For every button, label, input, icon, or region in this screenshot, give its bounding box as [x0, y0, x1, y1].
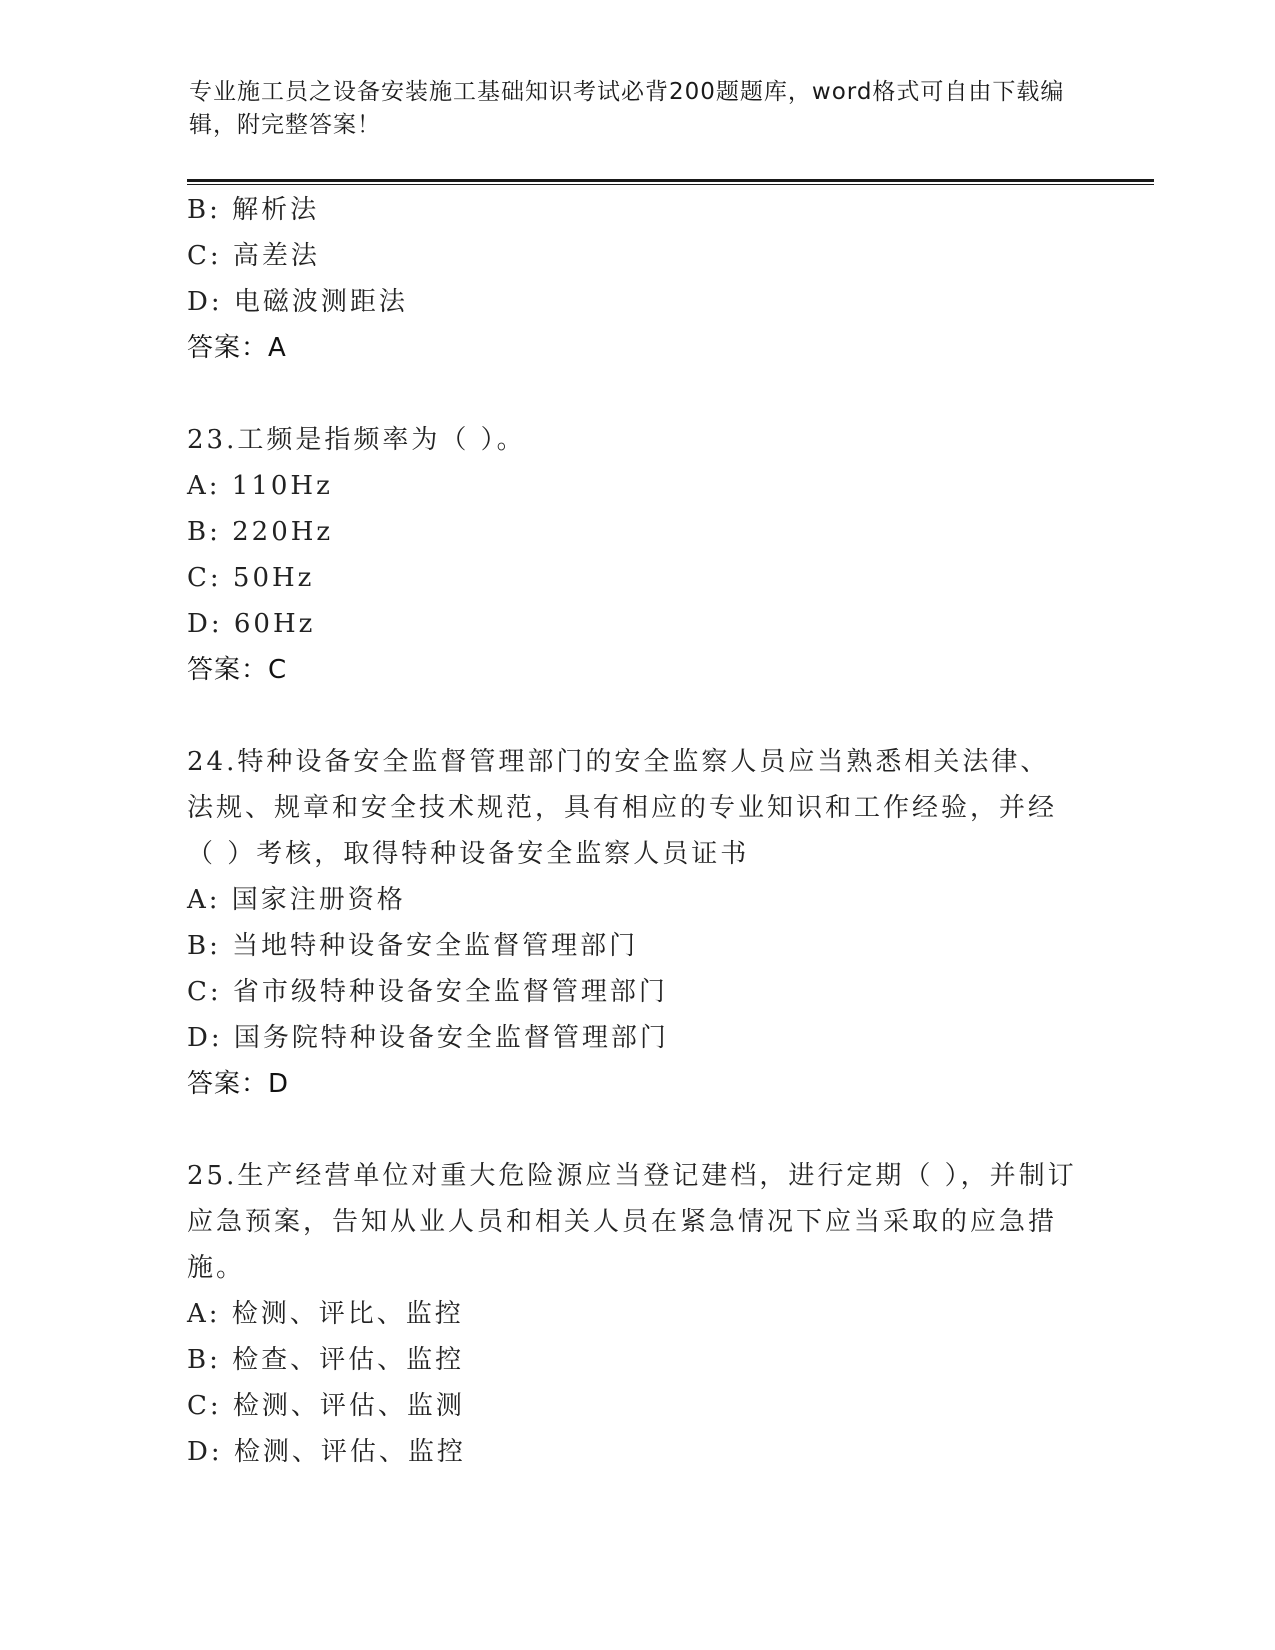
page-header: 专业施工员之设备安装施工基础知识考试必背200题题库，word格式可自由下载编辑，附完整答案！: [189, 79, 1065, 138]
option-c: C: 省市级特种设备安全监督管理部门: [187, 977, 668, 1007]
option-a: A: 检测、评比、监控: [187, 1299, 464, 1329]
option-b: B: 220Hz: [187, 517, 334, 547]
spacer: [187, 693, 1077, 739]
question-content: [187, 187, 1077, 1475]
answer-line: 答案：D: [187, 1069, 290, 1099]
option-d: D: 国务院特种设备安全监督管理部门: [187, 1023, 669, 1053]
option-a: A: 110Hz: [187, 471, 333, 501]
spacer: [187, 371, 1077, 417]
option-c: C: 检测、评估、监测: [187, 1391, 465, 1421]
spacer: [187, 1107, 1077, 1153]
answer-line: 答案：C: [187, 655, 288, 685]
option-d: D: 检测、评估、监控: [187, 1437, 466, 1467]
header-rule-thin: [187, 184, 1154, 185]
option-d: D: 60Hz: [187, 609, 316, 639]
question-stem: 25.生产经营单位对重大危险源应当登记建档，进行定期（ ），并制订应急预案，告知从业人员和相关人员在紧急情况下应当采取的应急措施。: [187, 1161, 1077, 1283]
answer-line: 答案：A: [187, 333, 287, 363]
option-d: D: 电磁波测距法: [187, 287, 408, 317]
question-stem: 23.工频是指频率为（ ）。: [187, 425, 526, 455]
header-rule-thick: [187, 179, 1154, 182]
question-stem: 24.特种设备安全监督管理部门的安全监察人员应当熟悉相关法律、法规、规章和安全技术规范，具有相应的专业知识和工作经验，并经（ ）考核，取得特种设备安全监察人员证书: [187, 747, 1058, 869]
option-b: B: 检查、评估、监控: [187, 1345, 465, 1375]
option-c: C: 50Hz: [187, 563, 315, 593]
option-b: B: 解析法: [187, 195, 320, 225]
option-c: C: 高差法: [187, 241, 320, 271]
option-a: A: 国家注册资格: [187, 885, 406, 915]
option-b: B: 当地特种设备安全监督管理部门: [187, 931, 639, 961]
